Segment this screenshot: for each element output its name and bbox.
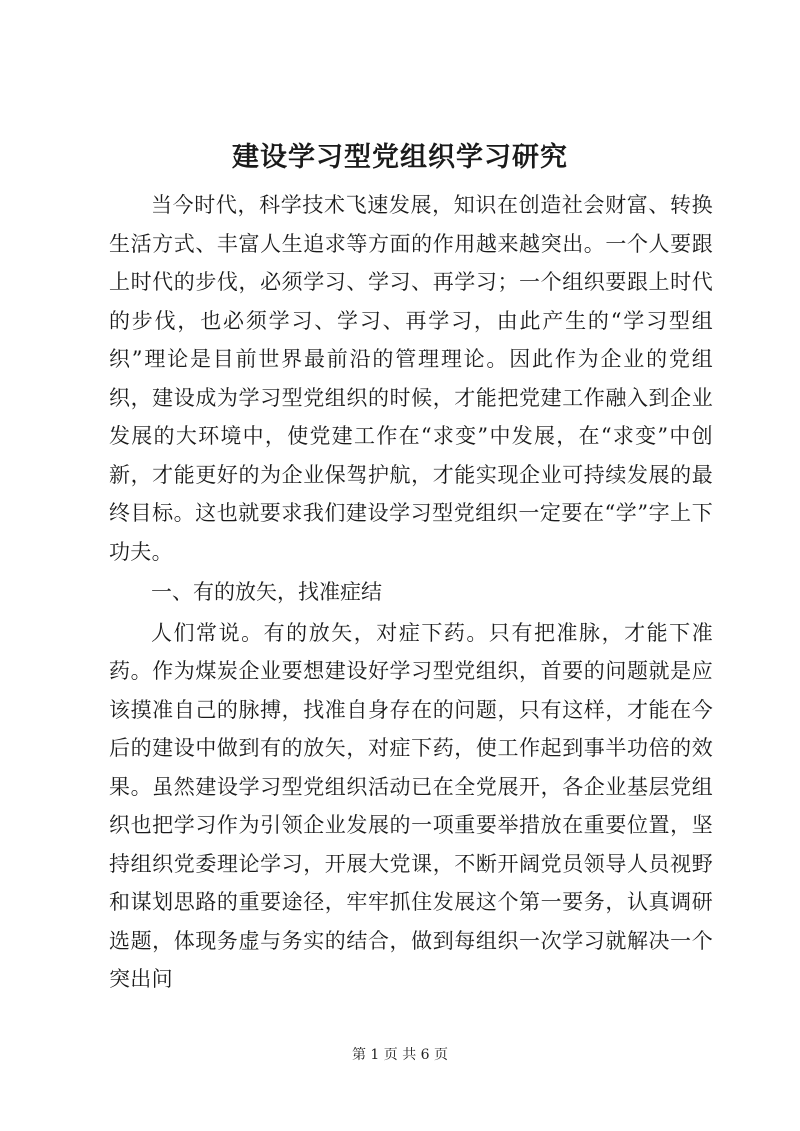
document-title: 建设学习型党组织学习研究 — [232, 142, 568, 173]
section-heading-1: 一、有的放矢，找准症结 — [151, 580, 382, 604]
page-footer: 第 1 页 共 6 页 — [351, 1047, 449, 1063]
paragraph-section-1: 人们常说。有的放矢，对症下药。只有把准脉，才能下准药。作为煤炭企业要想建设好学习型党组织，首要的问题就是应该摸准自己的脉搏，找准自身存在的问题，只有这样，才能在今后的建设中做到有的放矢，对症下药，使工作起到事半功倍的效果。虽然建设学习型党组织活动已在全党展开，各企业基层党组织也把学习作为引领企业发展的一项重要举措放在重要位置，坚持组织党委理论学习，开展大党课，不断开阔党员领导人员视野和谋划思路的重要途径，牢牢抓住发展这个第一要务，认真调研选题，体现务虚与务实的结合，做到每组织一次学习就解决一个突出问 — [109, 620, 713, 991]
document-body — [109, 186, 713, 999]
paragraph-intro: 当今时代，科学技术飞速发展，知识在创造社会财富、转换生活方式、丰富人生追求等方面的作用越来越突出。一个人要跟上时代的步伐，必须学习、学习、再学习；一个组织要跟上时代的步伐，也必须学习、学习、再学习，由此产生的“学习型组织”理论是目前世界最前沿的管理理论。因此作为企业的党组织，建设成为学习型党组织的时候，才能把党建工作融入到企业发展的大环境中，使党建工作在“求变”中发展，在“求变”中创新，才能更好的为企业保驾护航，才能实现企业可持续发展的最终目标。这也就要求我们建设学习型党组织一定要在“学”字上下功夫。 — [109, 193, 713, 564]
